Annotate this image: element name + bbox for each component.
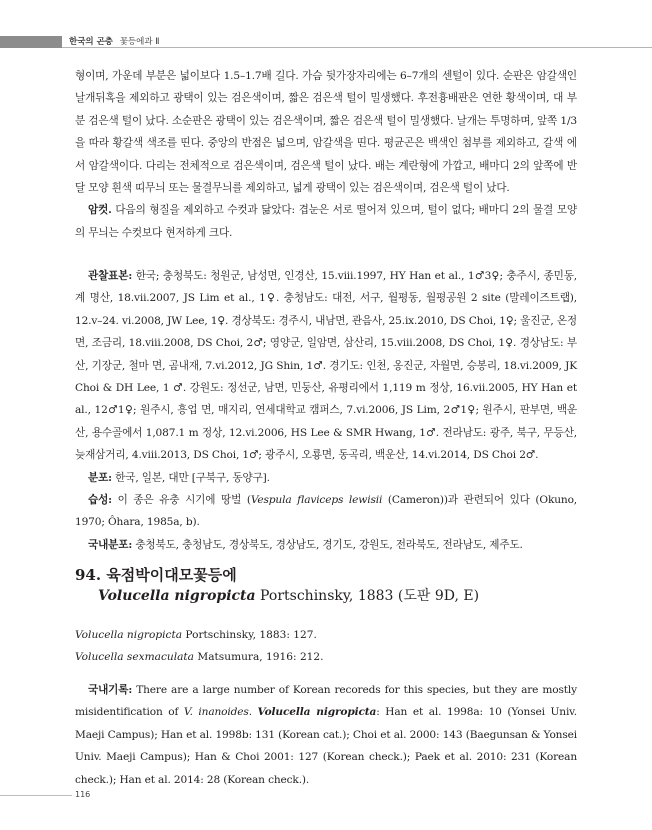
species-korean-name: 94. 육점박이대모꽃등에 <box>75 566 237 584</box>
text-line: There are a large number of Korean recoreds for this species, but they are mostly <box>132 684 577 696</box>
synonym-item <box>75 646 577 668</box>
habit-host-species: Vespula flaviceps lewisii <box>250 494 383 507</box>
text-line: 에서 암갈색이다. 다리는 전체적으로 검은색이며, 검은색 털이 났다. 배는 계란형에 가깝고, 배마디 2의 앞쪽에 <box>75 137 577 172</box>
species-scientific-name: Volucella nigropicta <box>98 588 256 604</box>
habit-paragraph <box>75 489 577 534</box>
footer-rule <box>0 795 76 796</box>
text-line: 한국; 충청북도: 청원군, 남성면, 인경산, 15.viii.1997, HY Han et al., 1♂3♀; 충주시, 종민동, 계 <box>75 270 577 305</box>
species-heading <box>75 565 577 607</box>
text-line: 부분 검은색 털이 났다. 소순판은 광택이 있는 검은색이며, 짧은 검은색 털이 밀생했다. 날개는 투명하며, 앞쪽 <box>75 92 577 127</box>
distribution-text: 한국, 일본, 대만 [구북구, 동양구]. <box>111 471 270 484</box>
habit-text: 이 종은 유충 시기에 땅벌 ( <box>111 494 251 507</box>
text-line: misidentification of <box>75 706 184 719</box>
female-paragraph <box>75 199 577 244</box>
description-block <box>75 65 577 244</box>
synonym-citation: Matsumura, 1916: 212. <box>194 651 324 663</box>
habit-text: (Cameron))과 관련되어 있다 (Okuno, 1970; <box>75 494 578 529</box>
habit-text: Ôhara, 1985a, b). <box>108 516 200 529</box>
domestic-distribution-paragraph <box>75 534 577 556</box>
species-reference-bold: Volucella nigropicta <box>257 706 377 719</box>
korean-records-block <box>75 679 577 791</box>
synonym-citation: Portschinsky, 1883: 127. <box>182 629 317 641</box>
species-authority: Portschinsky, 1883 (도판 9D, E) <box>255 588 480 604</box>
section-title: 꽃등에과 Ⅱ <box>119 37 160 47</box>
text-line: 면, 곰내재, 7.vi.2012, JG Shin, 1♂. 경기도: 인천, 옹진군, 자월면, 승봉리, 18.vi.2009, JK Choi & DH Lee, 1 <box>75 359 577 395</box>
running-head-text <box>69 36 159 48</box>
running-header <box>0 36 652 48</box>
korean-records-label: 국내기록: <box>88 684 133 696</box>
text-line: : Han et al. 1998a: 10 (Yonsei Univ. Maeji Campus); <box>75 706 577 741</box>
habit-label: 습성: <box>88 494 112 507</box>
synonym-name: Volucella nigropicta <box>75 629 183 641</box>
text-line: 반달 모양 흰색 띠무늬 또는 물결무늬를 제외하고, 넓게 광택이 있는 검은색이며, 검은색 털이 났다. <box>75 159 577 195</box>
species-reference: V. inanoides <box>183 706 249 719</box>
text-line: 12.vi.2006, HS Lee & SMR Hwang, 1♂. 전라남도: 광주, 북구, 무등산, 늦재삼거리, 4.viii.2013, DS Choi, 1♂; <box>75 426 577 462</box>
description-paragraph <box>75 65 577 199</box>
page-number: 116 <box>72 789 93 801</box>
text-line: 다음의 형질을 제외하고 수컷과 닮았다: 겹눈은 서로 떨어져 있으며, 털이 없다; 배마디 2의 물결 모양 <box>111 204 577 217</box>
synonym-list <box>75 624 577 668</box>
text-line: 의 무늬는 수컷보다 현저하게 크다. <box>75 226 233 239</box>
synonym-name: Volucella sexmaculata <box>75 651 195 663</box>
text-line: ♂. 강원도: 정선군, 남면, 민둥산, 유평리에서 1,119 m 정상, 16.vii.2005, HY Han et al., 12♂1♀; 원주시, 흥업 <box>75 382 578 417</box>
species-scientific-line <box>98 585 577 607</box>
text-line: 명산, 18.vii.2007, JS Lim et al., 1♀. 충청남도: 대전, 서구, 월평동, 월평공원 2 site (말레이즈트랩), 12.v–24. <box>75 292 577 327</box>
text-line: Han et al. 1998b: 131 (Korean cat.); Choi et al. 2000: 143 (Baegunsan & Yonsei Univ. Maeji Campus); Han & <box>75 728 577 764</box>
book-title: 한국의 곤충 <box>69 37 114 47</box>
distribution-paragraph <box>75 467 577 489</box>
text-line: vi.2008, JW Lee, 1♀. 경상북도: 경주시, 내남면, 관음사, 25.ix.2010, DS Choi, 1♀; 울진군, 온정면, 조금리, <box>75 314 578 350</box>
text-line: 18.viii.2008, DS Choi, 2♂; 영양군, 일암면, 삼산리, 15.viii.2008, DS Choi, 1♀. 경상남도: 부산, 기장군, 철마 <box>75 337 577 372</box>
text-line: 날개뒤혹을 제외하고 광택이 있는 검은색이며, 짧은 검은색 털이 밀생했다. 후전흉배판은 연한 황색이며, 대 <box>75 92 564 105</box>
records-block <box>75 265 577 556</box>
text-line: 1/3을 따라 황갈색 색조를 띤다. 중앙의 반점은 넓으며, 암갈색을 띤다. 평균곤은 백색인 첨부를 제외하고, 갈색 <box>75 114 578 150</box>
distribution-label: 분포: <box>88 471 112 484</box>
domestic-distribution-label: 국내분포: <box>88 538 133 551</box>
text-line: 면, 매지리, 연세대학교 캠퍼스, 7.vi.2006, JS Lim, 2♂1♀; 원주시, 판부면, 백운산, 용수골에서 1,087.1 m 정상, <box>75 404 577 439</box>
female-label: 암컷. <box>88 204 112 217</box>
text-line: 형이며, 가운데 부분은 넓이보다 1.5–1.7배 길다. 가슴 뒷가장자리에는 6–7개의 센털이 있다. 순판은 암갈색인 <box>75 70 577 82</box>
domestic-distribution-text: 충청북도, 충청남도, 경상북도, 경상남도, 경기도, 강원도, 전라북도, 전라남도, 제주도. <box>132 538 523 551</box>
text-line: 광주시, 오룡면, 동곡리, 백운산, 14.vi.2014, DS Choi 2♂. <box>265 449 539 462</box>
specimens-paragraph <box>75 265 577 467</box>
text-line: Choi 2001: 127 (Korean check.); Paek et al. 2010: 231 (Korean check.); Han et al. 2014: 28 (Korean check.). <box>75 751 577 786</box>
specimens-label: 관찰표본: <box>88 270 133 282</box>
header-accent-bar <box>0 36 62 48</box>
synonym-item <box>75 624 577 646</box>
text-line: . <box>248 706 258 719</box>
korean-records-paragraph <box>75 679 577 791</box>
